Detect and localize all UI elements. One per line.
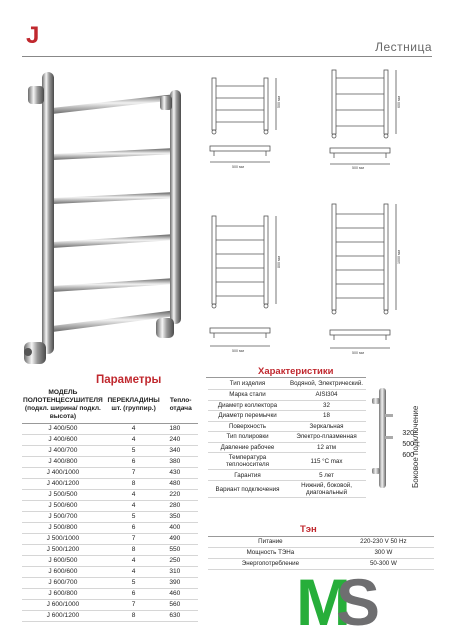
side-connection-drawing	[370, 384, 396, 492]
rungs-cell: 5	[104, 578, 164, 589]
side-connection-label	[411, 380, 425, 488]
dim-width-4: 500 мм	[352, 351, 364, 355]
dim-height-2: 600 мм	[397, 96, 401, 108]
property-name: Температура теплоносителя	[208, 453, 287, 470]
model-cell: J 600/600	[22, 567, 104, 578]
section-title: Лестница	[375, 40, 432, 54]
spec-value: 50-300 W	[333, 559, 434, 570]
property-name: Давление рабочее	[208, 442, 287, 453]
rungs-cell: 7	[104, 468, 164, 479]
header-divider	[22, 56, 432, 57]
property-value: Водяной, Электрический.	[287, 379, 366, 390]
property-value: AISI304	[287, 390, 366, 401]
table-row	[208, 411, 366, 422]
dim-height-3: 800 мм	[277, 256, 281, 268]
heat-cell: 550	[163, 545, 198, 556]
rungs-cell: 5	[104, 512, 164, 523]
rungs-cell: 7	[104, 600, 164, 611]
table-row	[22, 457, 198, 468]
property-name: Поверхность	[208, 421, 287, 432]
heat-cell: 340	[163, 446, 198, 457]
product-photo	[20, 64, 200, 374]
table-row	[22, 512, 198, 523]
table-row	[22, 567, 198, 578]
table-row	[22, 578, 198, 589]
heat-cell: 490	[163, 534, 198, 545]
property-name: Диаметр коллектора	[208, 400, 287, 411]
model-cell: J 400/1000	[22, 468, 104, 479]
heat-cell: 380	[163, 457, 198, 468]
table-row	[208, 537, 434, 548]
heat-cell: 280	[163, 501, 198, 512]
logo-letter-m: M	[296, 565, 347, 639]
model-letter: J	[26, 22, 40, 49]
table-row	[22, 479, 198, 490]
rungs-cell: 6	[104, 589, 164, 600]
table-row	[22, 468, 198, 479]
spec-value: 220-230 V 50 Hz	[333, 537, 434, 548]
heat-cell: 430	[163, 468, 198, 479]
property-name: Тип изделия	[208, 379, 287, 390]
property-name: Гарантия	[208, 470, 287, 481]
property-value: 12 атм	[287, 442, 366, 453]
table-row	[22, 501, 198, 512]
model-cell: J 400/1200	[22, 479, 104, 490]
model-cell: J 600/1200	[22, 611, 104, 622]
heat-cell: 560	[163, 600, 198, 611]
table-row	[22, 545, 198, 556]
heat-cell: 390	[163, 578, 198, 589]
dim-width-3: 500 мм	[232, 349, 244, 353]
table-row	[22, 556, 198, 567]
model-cell: J 500/800	[22, 523, 104, 534]
heat-cell: 250	[163, 556, 198, 567]
heat-cell: 400	[163, 523, 198, 534]
property-value: 32	[287, 400, 366, 411]
drawing-500x800	[204, 212, 300, 356]
table-row	[208, 400, 366, 411]
model-cell: J 500/1000	[22, 534, 104, 545]
heat-cell: 240	[163, 435, 198, 446]
rungs-cell: 4	[104, 556, 164, 567]
ten-title: Тэн	[300, 524, 317, 535]
spec-name: Питание	[208, 537, 333, 548]
table-row	[208, 548, 434, 559]
heat-cell: 350	[163, 512, 198, 523]
header-model: МОДЕЛЬ ПОЛОТЕНЦЕСУШИТЕЛЯ (подкл. ширина/ подкл. высота)	[22, 388, 104, 424]
table-row	[22, 490, 198, 501]
table-row	[208, 421, 366, 432]
rungs-cell: 8	[104, 545, 164, 556]
model-cell: J 500/500	[22, 490, 104, 501]
property-value: 5 лет	[287, 470, 366, 481]
parameters-title: Параметры	[96, 374, 162, 386]
table-row	[22, 523, 198, 534]
table-row	[22, 534, 198, 545]
drawing-500x600	[324, 66, 434, 170]
property-name: Марка стали	[208, 390, 287, 401]
rungs-cell: 8	[104, 479, 164, 490]
table-row	[208, 453, 366, 470]
model-cell: J 600/500	[22, 556, 104, 567]
table-row	[208, 379, 366, 390]
header-rungs: ПЕРЕКЛАДИНЫ шт. (группир.)	[104, 388, 164, 424]
table-row	[22, 611, 198, 622]
rail-rungs	[52, 94, 176, 332]
table-row	[22, 435, 198, 446]
heat-cell: 480	[163, 479, 198, 490]
characteristics-body	[208, 379, 366, 498]
model-cell: J 500/1200	[22, 545, 104, 556]
property-name: Тип полировки	[208, 432, 287, 443]
property-value: Зеркальная	[287, 421, 366, 432]
table-row	[22, 600, 198, 611]
property-value: 115 °C max	[287, 453, 366, 470]
parameters-table	[22, 388, 198, 622]
spec-value: 300 W	[333, 548, 434, 559]
heat-cell: 180	[163, 424, 198, 435]
property-value: Электро-плазменная	[287, 432, 366, 443]
spec-name: Мощность ТЭНа	[208, 548, 333, 559]
table-row	[22, 589, 198, 600]
property-value: 18	[287, 411, 366, 422]
rungs-cell: 4	[104, 567, 164, 578]
rungs-cell: 7	[104, 534, 164, 545]
drawing-500x500	[204, 74, 300, 170]
side-size-600: 600	[402, 452, 414, 459]
heat-cell: 460	[163, 589, 198, 600]
table-row	[208, 480, 366, 497]
model-cell: J 400/500	[22, 424, 104, 435]
model-cell: J 400/700	[22, 446, 104, 457]
property-value: Нижний, боковой, диагональный	[287, 480, 366, 497]
table-row	[208, 470, 366, 481]
ms-logo	[296, 565, 386, 639]
dim-height-1: 500 мм	[277, 96, 281, 108]
model-cell: J 500/700	[22, 512, 104, 523]
rungs-cell: 5	[104, 446, 164, 457]
heat-cell: 220	[163, 490, 198, 501]
side-size-320: 320	[402, 430, 414, 437]
dim-width-2: 500 мм	[352, 166, 364, 170]
model-cell: J 600/1000	[22, 600, 104, 611]
side-size-500: 500	[402, 441, 414, 448]
logo-letter-s: S	[336, 565, 381, 639]
parameters-body	[22, 424, 198, 622]
rungs-cell: 4	[104, 490, 164, 501]
model-cell: J 400/600	[22, 435, 104, 446]
table-row	[22, 424, 198, 435]
model-cell: J 400/800	[22, 457, 104, 468]
spec-name: Энергопотребление	[208, 559, 333, 570]
characteristics-divider	[206, 377, 366, 378]
rungs-cell: 6	[104, 457, 164, 468]
parameters-header-row	[22, 388, 198, 424]
dim-width-1: 500 мм	[232, 165, 244, 169]
rungs-cell: 4	[104, 435, 164, 446]
table-row	[208, 432, 366, 443]
header-heat: Тепло-отдача	[163, 388, 198, 424]
rungs-cell: 4	[104, 501, 164, 512]
property-name: Вариант подключения	[208, 480, 287, 497]
drawing-500x1000	[324, 200, 434, 360]
characteristics-table	[208, 379, 366, 498]
characteristics-title: Характеристики	[258, 366, 334, 377]
heat-cell: 310	[163, 567, 198, 578]
property-name: Диаметр перемычки	[208, 411, 287, 422]
rungs-cell: 4	[104, 424, 164, 435]
model-cell: J 600/700	[22, 578, 104, 589]
heat-cell: 630	[163, 611, 198, 622]
table-row	[22, 446, 198, 457]
rungs-cell: 8	[104, 611, 164, 622]
table-row	[208, 390, 366, 401]
model-cell: J 600/800	[22, 589, 104, 600]
side-connection-text: Боковое подключение	[411, 405, 420, 488]
table-row	[208, 442, 366, 453]
rungs-cell: 6	[104, 523, 164, 534]
model-cell: J 500/600	[22, 501, 104, 512]
dim-height-4: 1000 мм	[397, 250, 401, 264]
